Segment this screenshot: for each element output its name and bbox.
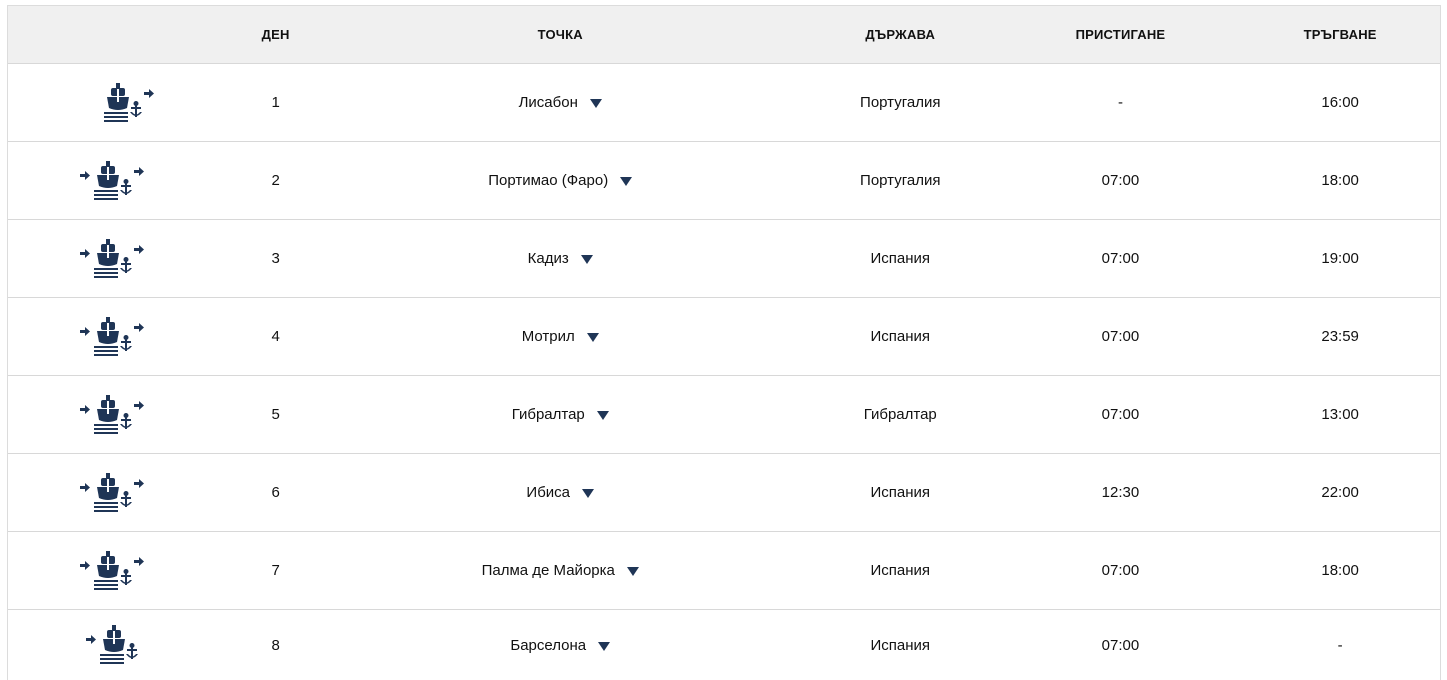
header-port: ТОЧКА [537,27,583,42]
departure-cell: 18:00 [1321,172,1359,189]
departure-cell: 13:00 [1321,406,1359,423]
departure-cell: 16:00 [1321,94,1359,111]
itinerary-table [7,5,1441,680]
table-row [8,220,1440,298]
country-cell: Испания [870,484,931,501]
port-cell[interactable] [321,94,800,111]
departure-cell: 19:00 [1321,250,1359,267]
port-name[interactable]: Ибиса [526,484,571,501]
table-row [8,532,1440,610]
arrival-cell: 12:30 [1101,484,1140,501]
departure-cell: 22:00 [1321,484,1359,501]
departure-cell: - [1337,636,1343,654]
header-departure: ТРЪГВАНЕ [1303,27,1377,42]
country-cell: Португалия [860,94,941,111]
ship-port-call-icon [74,237,164,281]
arrival-cell: 07:00 [1101,636,1140,654]
day-cell: 7 [271,562,280,579]
table-header [8,6,1440,64]
caret-down-icon[interactable] [627,567,639,576]
day-cell: 5 [271,406,280,423]
port-name[interactable]: Мотрил [521,328,575,345]
caret-down-icon[interactable] [590,99,602,108]
port-cell[interactable] [321,637,800,654]
port-name[interactable]: Лисабон [518,94,578,111]
port-cell[interactable] [321,172,800,189]
ship-port-call-icon [74,549,164,593]
arrival-cell: - [1117,94,1123,111]
caret-down-icon[interactable] [587,333,599,342]
table-row [8,610,1440,680]
country-cell: Испания [870,250,931,267]
day-cell: 4 [271,328,280,345]
departure-cell: 23:59 [1321,328,1359,345]
caret-down-icon[interactable] [598,642,610,651]
caret-down-icon[interactable] [581,255,593,264]
day-cell: 6 [271,484,280,501]
port-name[interactable]: Палма де Майорка [481,562,615,579]
ship-port-call-icon [74,159,164,203]
table-row [8,64,1440,142]
arrival-cell: 07:00 [1101,562,1140,579]
day-cell: 2 [271,172,280,189]
table-row [8,454,1440,532]
arrival-cell: 07:00 [1101,172,1140,189]
port-cell[interactable] [321,406,800,423]
port-cell[interactable] [321,562,800,579]
caret-down-icon[interactable] [582,489,594,498]
ship-port-call-icon [74,393,164,437]
ship-arrival-icon [74,623,164,667]
country-cell: Испания [870,636,931,654]
ship-departure-icon [74,81,164,125]
header-day: ДЕН [261,27,290,42]
port-name[interactable]: Гибралтар [511,406,585,423]
port-cell[interactable] [321,484,800,501]
header-arrival: ПРИСТИГАНЕ [1075,27,1166,42]
port-cell[interactable] [321,328,800,345]
caret-down-icon[interactable] [620,177,632,186]
departure-cell: 18:00 [1321,562,1359,579]
ship-port-call-icon [74,471,164,515]
arrival-cell: 07:00 [1101,406,1140,423]
header-country: ДЪРЖАВА [865,27,936,42]
port-name[interactable]: Кадиз [527,250,569,267]
country-cell: Испания [870,328,931,345]
arrival-cell: 07:00 [1101,250,1140,267]
arrival-cell: 07:00 [1101,328,1140,345]
country-cell: Испания [870,562,931,579]
caret-down-icon[interactable] [597,411,609,420]
country-cell: Португалия [860,172,941,189]
day-cell: 1 [271,94,280,111]
ship-port-call-icon [74,315,164,359]
port-cell[interactable] [321,250,800,267]
table-row [8,376,1440,454]
table-row [8,142,1440,220]
port-name[interactable]: Барселона [510,636,587,654]
day-cell: 3 [271,250,280,267]
country-cell: Гибралтар [863,406,937,423]
port-name[interactable]: Портимао (Фаро) [488,172,609,189]
table-row [8,298,1440,376]
day-cell: 8 [271,636,280,654]
